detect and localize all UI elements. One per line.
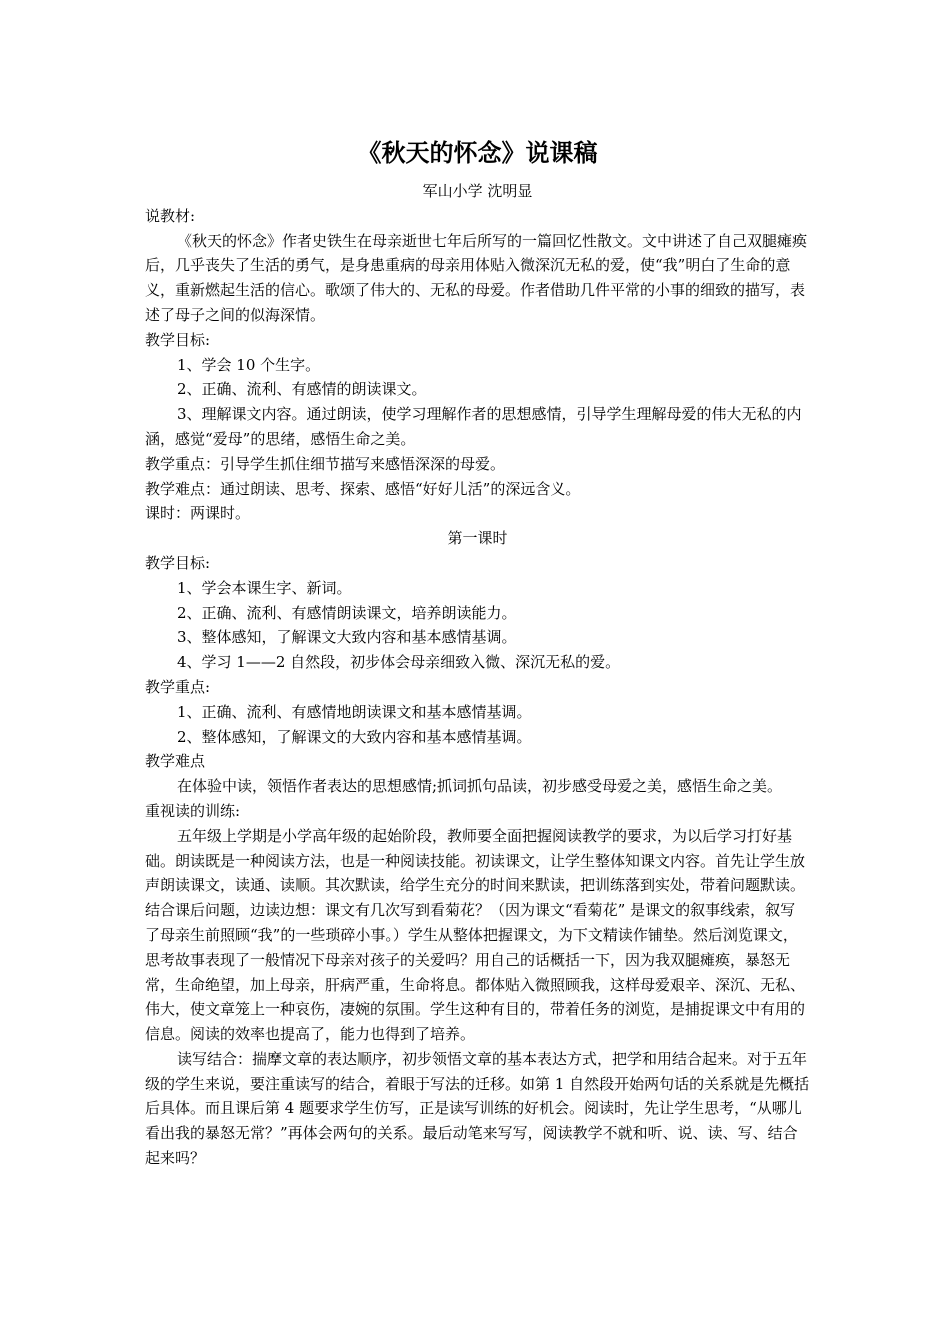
lesson1-goals-heading: 教学目标: (145, 553, 211, 572)
reading-training-paragraph: 五年级上学期是小学高年级的起始阶段，教师要全面把握阅读教学的要求，为以后学习打好基础。朗读既是一种阅读方法，也是一种阅读技能。初读课文，让学生整体知课文内容。首先让学生放声朗读课文，读通、读顺。其次默读，给学生充分的时间来默读，把训练落到实处，带着问题默读。结合课后问题，边读边想：课文有几次写到看菊花？（因为课文“看菊花” 是课文的叙事线索，叙写了母亲生前照顾“我”的一些琐碎小事。）学生从整体把握课文，为下文精读作铺垫。然后浏览课文，思考故事表现了一般情况下母亲对孩子的关爱吗？用自己的话概括一下，因为我双腿瘫痪，暴怒无常，生命绝望，加上母亲，肝病严重，生命将息。都体贴入微照顾我，这样母爱艰辛、深沉、无私、伟大，使文章笼上一种哀伤，凄婉的氛围。学生这种有目的，带着任务的浏览，是捕捉课文中有用的信息。阅读的效率也提高了，能力也得到了培养。 (145, 826, 806, 1044)
reading-writing-paragraph: 读写结合：揣摩文章的表达顺序，初步领悟文章的基本表达方式，把学和用结合起来。对于五年级的学生来说，要注重读写的结合，着眼于写法的迁移。如第 1 自然段开始两句话的关系就是先概括后具体。而且课后第 4 题要求学生仿写，正是读写训练的好机会。阅读时，先让学生思考，“从哪儿看出我的暴怒无常？”再体会两句的关系。最后动笔来写写，阅读教学不就和听、说、读、写、结合起来吗？ (145, 1049, 810, 1168)
reading-training-heading: 重视读的训练: (145, 801, 241, 820)
lesson1-key-item: 1、正确、流利、有感情地朗读课文和基本感情基调。 (177, 702, 532, 721)
lesson1-key-heading: 教学重点: (145, 677, 211, 696)
lesson1-goal-item: 4、学习 1——2 自然段，初步体会母亲细致入微、深沉无私的爱。 (177, 653, 621, 672)
lesson1-key-item: 2、整体感知，了解课文的大致内容和基本感情基调。 (177, 727, 532, 746)
author-line: 军山小学 沈明显 (422, 182, 533, 200)
lesson1-goal-item: 1、学会本课生字、新词。 (177, 578, 352, 597)
document-page (145, 125, 810, 1171)
material-heading: 说教材: (145, 206, 196, 225)
goal-item: 3、理解课文内容。通过朗读，使学习理解作者的思想感情，引导学生理解母爱的伟大无私的内涵，感觉“爱母”的思绪，感悟生命之美。 (145, 405, 802, 448)
goal-item: 2、正确、流利、有感情的朗读课文。 (177, 380, 427, 399)
difficulty: 教学难点：通过朗读、思考、探索、感悟“好好儿活”的深远含义。 (145, 479, 581, 498)
lesson1-goal-item: 3、整体感知，了解课文大致内容和基本感情基调。 (177, 628, 517, 647)
material-paragraph: 《秋天的怀念》作者史铁生在母亲逝世七年后所写的一篇回忆性散文。文中讲述了自己双腿瘫痪后，几乎丧失了生活的勇气，是身患重病的母亲用体贴入微深沉无私的爱，使“我”明白了生命的意义，重新燃起生活的信心。歌颂了伟大的、无私的母爱。作者借助几件平常的小事的细致的描写，表述了母子之间的似海深情。 (145, 231, 808, 324)
hours: 课时：两课时。 (145, 504, 251, 523)
goals-heading: 教学目标: (145, 330, 211, 349)
lesson1-difficulty-text: 在体验中读，领悟作者表达的思想感情;抓词抓句品读，初步感受母爱之美，感悟生命之美。 (177, 777, 783, 796)
goal-item: 1、学会 10 个生字。 (177, 355, 321, 374)
lesson1-heading: 第一课时 (447, 529, 508, 548)
lesson1-difficulty-heading: 教学难点 (145, 752, 206, 771)
lesson1-goal-item: 2、正确、流利、有感情朗读课文，培养朗读能力。 (177, 603, 517, 622)
document-title: 《秋天的怀念》说课稿 (357, 139, 598, 167)
key-point: 教学重点：引导学生抓住细节描写来感悟深深的母爱。 (145, 454, 506, 473)
